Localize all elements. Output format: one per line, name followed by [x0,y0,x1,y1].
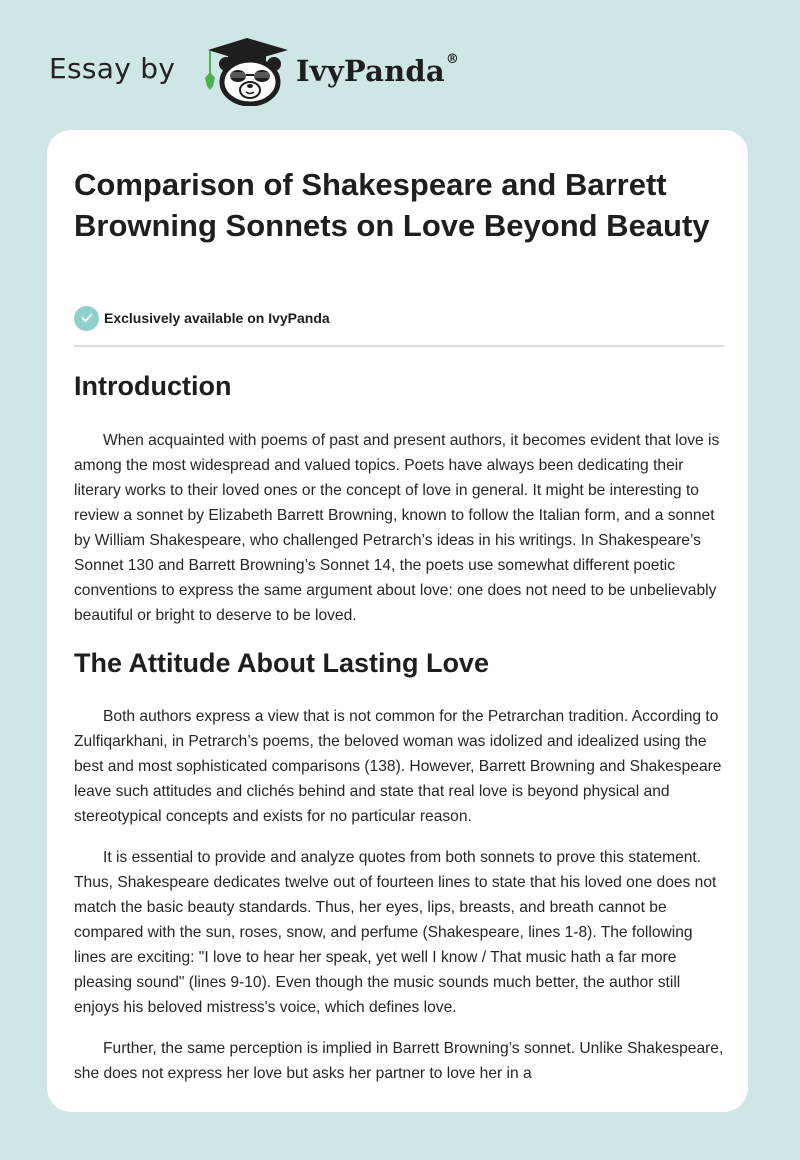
brand-prefix: Essay by [49,52,176,85]
essay-title: Comparison of Shakespeare and Barrett Browning Sonnets on Love Beyond Beauty [74,167,710,243]
paragraph: Further, the same perception is implied in Barrett Browning’s sonnet. Unlike Shakespeare, she does not express her love but asks her partner to love her in a [74,1040,724,1082]
exclusive-label: Exclusively available on IvyPanda [104,310,330,326]
site-header [0,0,800,130]
divider [74,345,724,347]
brand-name[interactable] [296,54,459,88]
paragraph: When acquainted with poems of past and present authors, it becomes evident that love is among the most widespread and valued topics. Poets have always been dedicating their literary works to their loved ones or the concept of love in general. It might be interesting to review a sonnet by Elizabeth Barrett Browning, known to follow the Italian form, and a sonnet by William Shakespeare, who challenged Petrarch’s ideas in his writings. In Shakespeare’s Sonnet 130 and Barrett Browning’s Sonnet 14, the poets use somewhat different poetic conventions to express the same argument about love: one does not need to be unbelievably beautiful or bright to deserve to be loved. [74,432,720,624]
paragraph: It is essential to provide and analyze quotes from both sonnets to prove this statement. Thus, Shakespeare dedicates twelve out of fourteen lines to state that his loved one does not match the basic beauty standards. Thus, her eyes, lips, breasts, and breath cannot be compared with the sun, roses, snow, and perfume (Shakespeare, lines 1-8). The following lines are exciting: "I love to hear her speak, yet well I know / That music hath a far more pleasing sound" (lines 9-10). Even though the music sounds much better, the author still enjoys his beloved mistress's voice, which defines love. [74,849,717,1016]
brand-name-text: IvyPanda [296,54,445,88]
check-circle-icon [74,306,99,331]
registered-mark: ® [445,52,460,67]
paragraph: Both authors express a view that is not common for the Petrarchan tradition. According to Zulfiqarkhani, in Petrarch’s poems, the beloved woman was idolized and idealized using the best and most sophisticated comparisons (138). However, Barrett Browning and Shakespeare leave such attitudes and clichés behind and state that real love is beyond physical and stereotypical concepts and exists for no particular reason. [74,708,722,825]
section-heading-introduction: Introduction [74,371,232,401]
section-heading-attitude: The Attitude About Lasting Love [74,648,489,678]
panda-graduate-icon[interactable] [204,36,290,106]
essay-card [47,130,748,1112]
exclusive-badge [74,305,330,331]
